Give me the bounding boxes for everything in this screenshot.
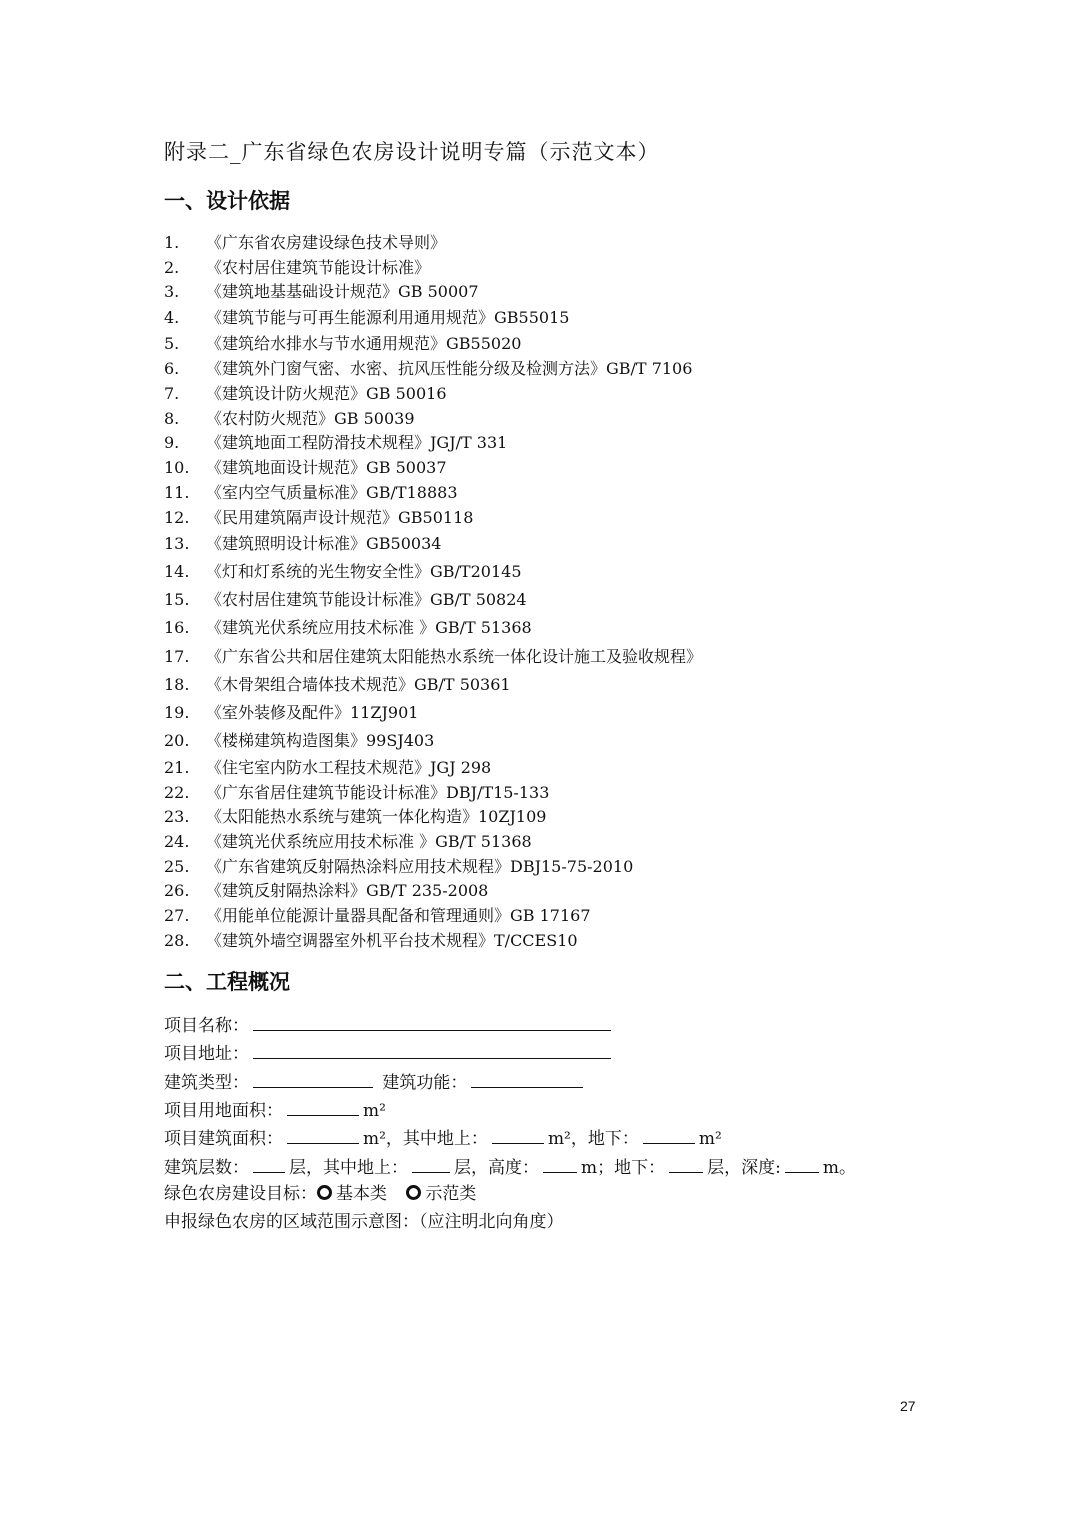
radio-basic-icon[interactable] (317, 1185, 332, 1200)
reference-item (164, 831, 532, 853)
reference-number: 10. (164, 458, 190, 477)
building-type-field[interactable] (253, 1069, 373, 1088)
reference-number: 24. (164, 832, 190, 851)
land-area-row (164, 1097, 386, 1123)
reference-text: 《太阳能热水系统与建筑一体化构造》10ZJ109 (206, 807, 547, 826)
building-function-label: 建筑功能： (382, 1073, 468, 1093)
radio-demo-icon[interactable] (406, 1185, 421, 1200)
reference-number: 12. (164, 508, 190, 527)
reference-number: 7. (164, 384, 180, 403)
reference-number: 1. (164, 233, 180, 252)
floors-below-field[interactable] (669, 1154, 703, 1173)
reference-number: 6. (164, 359, 180, 378)
reference-item (164, 333, 521, 355)
reference-number: 19. (164, 703, 190, 722)
reference-number: 26. (164, 881, 190, 900)
reference-number: 25. (164, 857, 190, 876)
reference-item (164, 383, 447, 405)
reference-item (164, 757, 491, 779)
floors-text-1: 层，其中地上： (289, 1158, 408, 1178)
reference-item (164, 533, 441, 555)
target-option-basic: 基本类 (336, 1184, 387, 1204)
reference-item (164, 880, 488, 902)
reference-text: 《建筑节能与可再生能源利用通用规范》GB55015 (206, 308, 570, 327)
project-name-label: 项目名称： (164, 1016, 249, 1036)
reference-text: 《建筑设计防火规范》GB 50016 (206, 384, 447, 403)
land-area-label: 项目用地面积： (164, 1101, 283, 1121)
reference-text: 《农村居住建筑节能设计标准》 (206, 258, 431, 277)
reference-number: 20. (164, 731, 190, 750)
target-label: 绿色农房建设目标： (164, 1184, 317, 1204)
reference-number: 22. (164, 783, 190, 802)
building-function-field[interactable] (471, 1069, 583, 1088)
height-field[interactable] (543, 1154, 577, 1173)
reference-number: 14. (164, 562, 190, 581)
reference-number: 18. (164, 675, 190, 694)
reference-item (164, 482, 458, 504)
reference-number: 17. (164, 647, 190, 666)
reference-text: 《室外装修及配件》11ZJ901 (206, 703, 419, 722)
building-area-below-label: m²，地下： (547, 1129, 639, 1149)
building-type-row (164, 1069, 587, 1095)
project-address-row (164, 1040, 615, 1066)
reference-item (164, 307, 569, 329)
reference-item (164, 674, 511, 696)
reference-text: 《建筑地基基础设计规范》GB 50007 (206, 282, 479, 301)
reference-item (164, 507, 473, 529)
target-option-demo: 示范类 (425, 1184, 477, 1204)
reference-item (164, 856, 633, 878)
reference-number: 16. (164, 618, 190, 637)
reference-item (164, 432, 507, 454)
reference-text: 《建筑外门窗气密、水密、抗风压性能分级及检测方法》GB/T 7106 (206, 359, 693, 378)
reference-text: 《广东省建筑反射隔热涂料应用技术规程》DBJ15-75-2010 (206, 857, 634, 876)
reference-text: 《楼梯建筑构造图集》99SJ403 (206, 731, 435, 750)
reference-text: 《农村居住建筑节能设计标准》GB/T 50824 (206, 590, 527, 609)
section-heading-design-basis: 一、设计依据 (164, 189, 290, 213)
floors-text-5: m。 (822, 1158, 856, 1178)
floors-total-field[interactable] (253, 1154, 285, 1173)
floors-text-4: 层，深度: (707, 1158, 781, 1178)
building-area-above-field[interactable] (492, 1125, 544, 1144)
reference-item (164, 589, 527, 611)
reference-text: 《建筑给水排水与节水通用规范》GB55020 (206, 334, 522, 353)
reference-item (164, 646, 702, 668)
reference-text: 《广东省农房建设绿色技术导则》 (206, 233, 447, 252)
reference-text: 《农村防火规范》GB 50039 (206, 409, 415, 428)
reference-text: 《建筑照明设计标准》GB50034 (206, 534, 442, 553)
project-address-label: 项目地址： (164, 1044, 249, 1064)
reference-number: 3. (164, 282, 180, 301)
floors-above-field[interactable] (412, 1154, 450, 1173)
reference-text: 《灯和灯系统的光生物安全性》GB/T20145 (206, 562, 522, 581)
floors-text-3: m；地下： (581, 1158, 666, 1178)
scope-label: 申报绿色农房的区域范围示意图：（应注明北向角度） (164, 1212, 564, 1232)
building-area-below-unit: m² (698, 1129, 722, 1149)
building-area-field[interactable] (287, 1125, 359, 1144)
reference-item (164, 561, 522, 583)
reference-number: 21. (164, 758, 190, 777)
land-area-field[interactable] (287, 1097, 359, 1116)
reference-number: 5. (164, 334, 180, 353)
reference-number: 11. (164, 483, 190, 502)
section-heading-project-overview: 二、工程概况 (164, 970, 290, 994)
reference-text: 《用能单位能源计量器具配备和管理通则》GB 17167 (206, 906, 591, 925)
reference-text: 《建筑光伏系统应用技术标准 》GB/T 51368 (206, 618, 532, 637)
reference-text: 《广东省居住建筑节能设计标准》DBJ/T15-133 (206, 783, 550, 802)
reference-item (164, 358, 692, 380)
reference-text: 《住宅室内防水工程技术规范》JGJ 298 (206, 758, 492, 777)
reference-text: 《木骨架组合墙体技术规范》GB/T 50361 (206, 675, 511, 694)
building-type-label: 建筑类型： (164, 1073, 249, 1093)
reference-number: 9. (164, 433, 180, 452)
project-name-field[interactable] (253, 1012, 611, 1031)
reference-text: 《建筑地面设计规范》GB 50037 (206, 458, 447, 477)
reference-number: 27. (164, 906, 190, 925)
reference-item (164, 257, 430, 279)
reference-text: 《民用建筑隔声设计规范》GB50118 (206, 508, 474, 527)
building-area-below-field[interactable] (643, 1125, 695, 1144)
reference-item (164, 905, 591, 927)
reference-item (164, 930, 578, 952)
floors-row (164, 1154, 856, 1180)
reference-number: 8. (164, 409, 180, 428)
reference-item (164, 782, 549, 804)
project-address-field[interactable] (253, 1040, 611, 1059)
reference-item (164, 702, 418, 724)
floors-label: 建筑层数： (164, 1158, 249, 1178)
reference-text: 《广东省公共和居住建筑太阳能热水系统一体化设计施工及验收规程》 (206, 647, 703, 666)
reference-number: 28. (164, 931, 190, 950)
building-area-above-label: m²，其中地上： (363, 1129, 488, 1149)
reference-item (164, 408, 415, 430)
depth-field[interactable] (785, 1154, 819, 1173)
reference-number: 15. (164, 590, 190, 609)
reference-number: 23. (164, 807, 190, 826)
reference-item (164, 232, 446, 254)
reference-item (164, 457, 447, 479)
reference-number: 4. (164, 308, 180, 327)
page-number: 27 (900, 1398, 916, 1414)
reference-text: 《建筑反射隔热涂料》GB/T 235-2008 (206, 881, 489, 900)
target-row (164, 1182, 476, 1206)
project-name-row (164, 1012, 615, 1038)
reference-text: 《室内空气质量标准》GB/T18883 (206, 483, 458, 502)
building-area-row (164, 1125, 722, 1151)
land-area-unit: m² (363, 1101, 386, 1121)
reference-number: 2. (164, 258, 180, 277)
page-title: 附录二_广东省绿色农房设计说明专篇（示范文本） (164, 140, 660, 164)
reference-item (164, 617, 532, 639)
reference-text: 《建筑光伏系统应用技术标准 》GB/T 51368 (206, 832, 532, 851)
scope-row (164, 1210, 564, 1234)
reference-text: 《建筑地面工程防滑技术规程》JGJ/T 331 (206, 433, 508, 452)
floors-text-2: 层，高度： (454, 1158, 539, 1178)
building-area-label: 项目建筑面积： (164, 1129, 283, 1149)
reference-number: 13. (164, 534, 190, 553)
reference-text: 《建筑外墙空调器室外机平台技术规程》T/CCES10 (206, 931, 578, 950)
reference-item (164, 806, 546, 828)
reference-item (164, 281, 479, 303)
reference-item (164, 730, 434, 752)
